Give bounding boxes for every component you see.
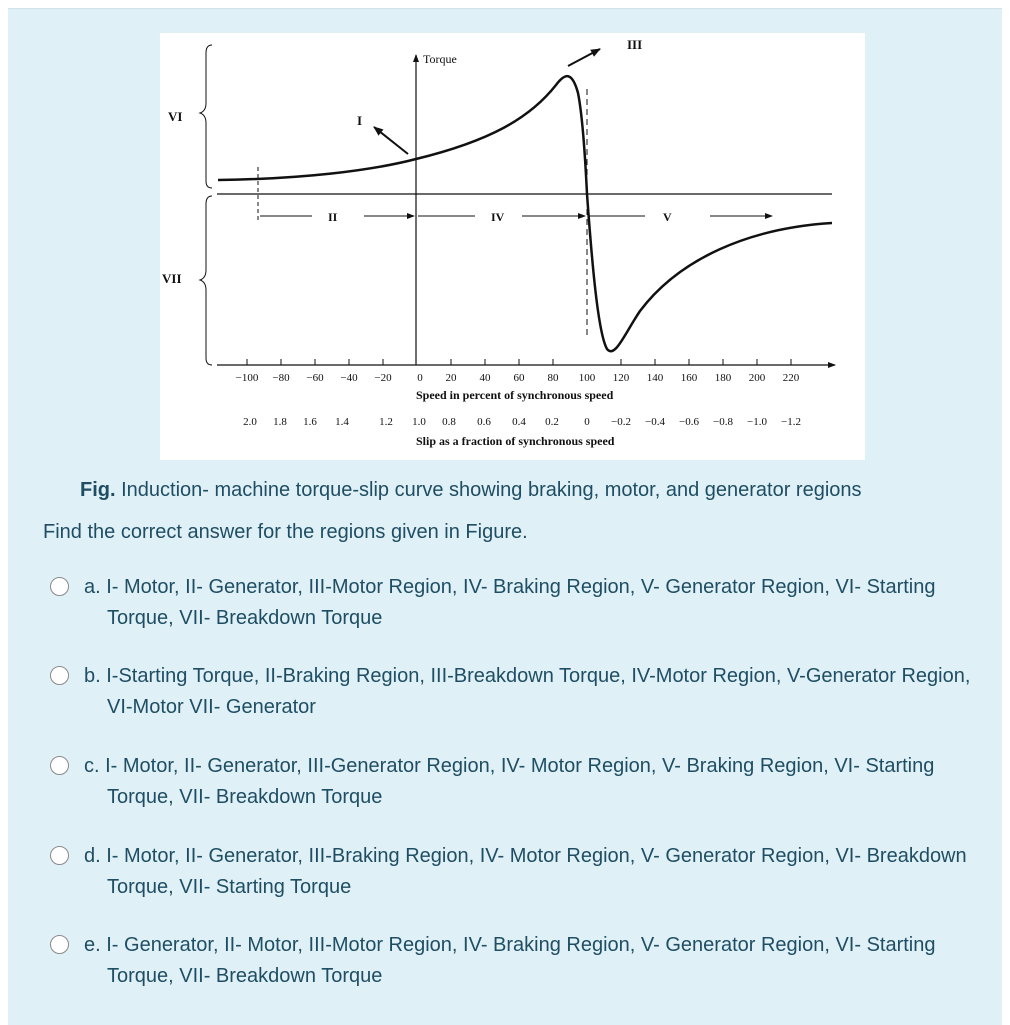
slip-tick-label: −0.6	[679, 416, 699, 428]
slip-tick-label: 1.8	[273, 416, 287, 428]
slip-tick-label: −0.2	[611, 416, 631, 428]
speed-tick-label: 200	[748, 372, 766, 384]
speed-tick-label: −40	[340, 372, 358, 384]
speed-axis-label: Speed in percent of synchronous speed	[416, 388, 614, 402]
option-label: d. I- Motor, II- Generator, III-Braking Region, IV- Motor Region, V- Generator Region, VI- Breakdown Torque, VII- Starting Torque	[84, 845, 967, 898]
torque-curve-positive	[218, 76, 587, 194]
slip-tick-label: 0.4	[512, 416, 526, 428]
speed-tick-label: 180	[714, 372, 732, 384]
speed-tick-label: −80	[272, 372, 290, 384]
slip-tick-label: 1.2	[379, 416, 393, 428]
slip-tick-label: 0	[584, 416, 590, 428]
label-iii: III	[627, 37, 643, 52]
caption-label: Fig.	[80, 479, 116, 501]
speed-tick-label: 20	[445, 372, 457, 384]
torque-axis-label: Torque	[423, 52, 457, 66]
option-a[interactable]	[50, 572, 980, 634]
label-vi: VI	[168, 109, 183, 124]
option-d[interactable]	[50, 841, 980, 903]
slip-tick-label: −1.0	[747, 416, 767, 428]
slip-tick-label: −0.8	[713, 416, 733, 428]
slip-tick-label: 0.6	[477, 416, 491, 428]
option-b[interactable]	[50, 661, 980, 723]
speed-tick-label: 60	[513, 372, 525, 384]
speed-tick-label: −20	[374, 372, 392, 384]
option-label: c. I- Motor, II- Generator, III-Generator Region, IV- Motor Region, V- Braking Region, VI- Starting Torque, VII- Breakdown Torque	[84, 755, 935, 808]
slip-axis-label: Slip as a fraction of synchronous speed	[416, 434, 615, 448]
caption-text: Induction- machine torque-slip curve showing braking, motor, and generator regions	[115, 479, 862, 501]
torque-curve-negative	[587, 194, 832, 351]
speed-tick-label: 40	[479, 372, 491, 384]
slip-tick-label: 2.0	[243, 416, 257, 428]
radio-button[interactable]	[50, 846, 69, 865]
speed-tick-label: 0	[417, 372, 423, 384]
torque-slip-figure	[160, 33, 865, 460]
radio-button[interactable]	[50, 756, 69, 775]
option-e[interactable]	[50, 930, 980, 992]
speed-tick-label: 120	[612, 372, 630, 384]
arrow-i	[374, 127, 408, 154]
slip-tick-label: 0.8	[442, 416, 456, 428]
label-v: V	[663, 210, 672, 224]
label-ii: II	[328, 210, 338, 224]
slip-tick-label: −1.2	[781, 416, 801, 428]
speed-tick-label: 80	[547, 372, 559, 384]
radio-button[interactable]	[50, 577, 69, 596]
option-label: e. I- Generator, II- Motor, III-Motor Region, IV- Braking Region, V- Generator Region, VI- Starting Torque, VII- Breakdown Torque	[84, 934, 936, 987]
figure-caption	[80, 479, 862, 502]
question-panel	[8, 8, 1002, 1025]
brace-vi	[200, 45, 212, 188]
option-label: a. I- Motor, II- Generator, III-Motor Region, IV- Braking Region, V- Generator Region, VI- Starting Torque, VII- Breakdown Torque	[84, 576, 936, 629]
brace-vii	[200, 196, 212, 365]
speed-tick-label: 100	[578, 372, 596, 384]
label-iv: IV	[491, 210, 505, 224]
slip-tick-label: 1.6	[303, 416, 317, 428]
option-c[interactable]	[50, 751, 980, 813]
label-vii: VII	[162, 271, 182, 286]
torque-slip-diagram	[160, 33, 865, 460]
radio-button[interactable]	[50, 935, 69, 954]
speed-tick-label: 160	[680, 372, 698, 384]
speed-tick-label: 140	[646, 372, 664, 384]
speed-tick-label: −100	[235, 372, 259, 384]
speed-tick-label: −60	[306, 372, 324, 384]
label-i: I	[357, 113, 363, 128]
slip-tick-label: −0.4	[645, 416, 665, 428]
slip-tick-label: 1.0	[412, 416, 426, 428]
arrow-iii	[568, 49, 600, 66]
slip-tick-label: 0.2	[545, 416, 559, 428]
slip-tick-label: 1.4	[335, 416, 349, 428]
radio-button[interactable]	[50, 666, 69, 685]
question-text: Find the correct answer for the regions given in Figure.	[43, 521, 528, 543]
option-label: b. I-Starting Torque, II-Braking Region, III-Breakdown Torque, IV-Motor Region, V-Generator Region, VI-Motor VII- Generator	[84, 665, 971, 718]
speed-tick-label: 220	[782, 372, 800, 384]
